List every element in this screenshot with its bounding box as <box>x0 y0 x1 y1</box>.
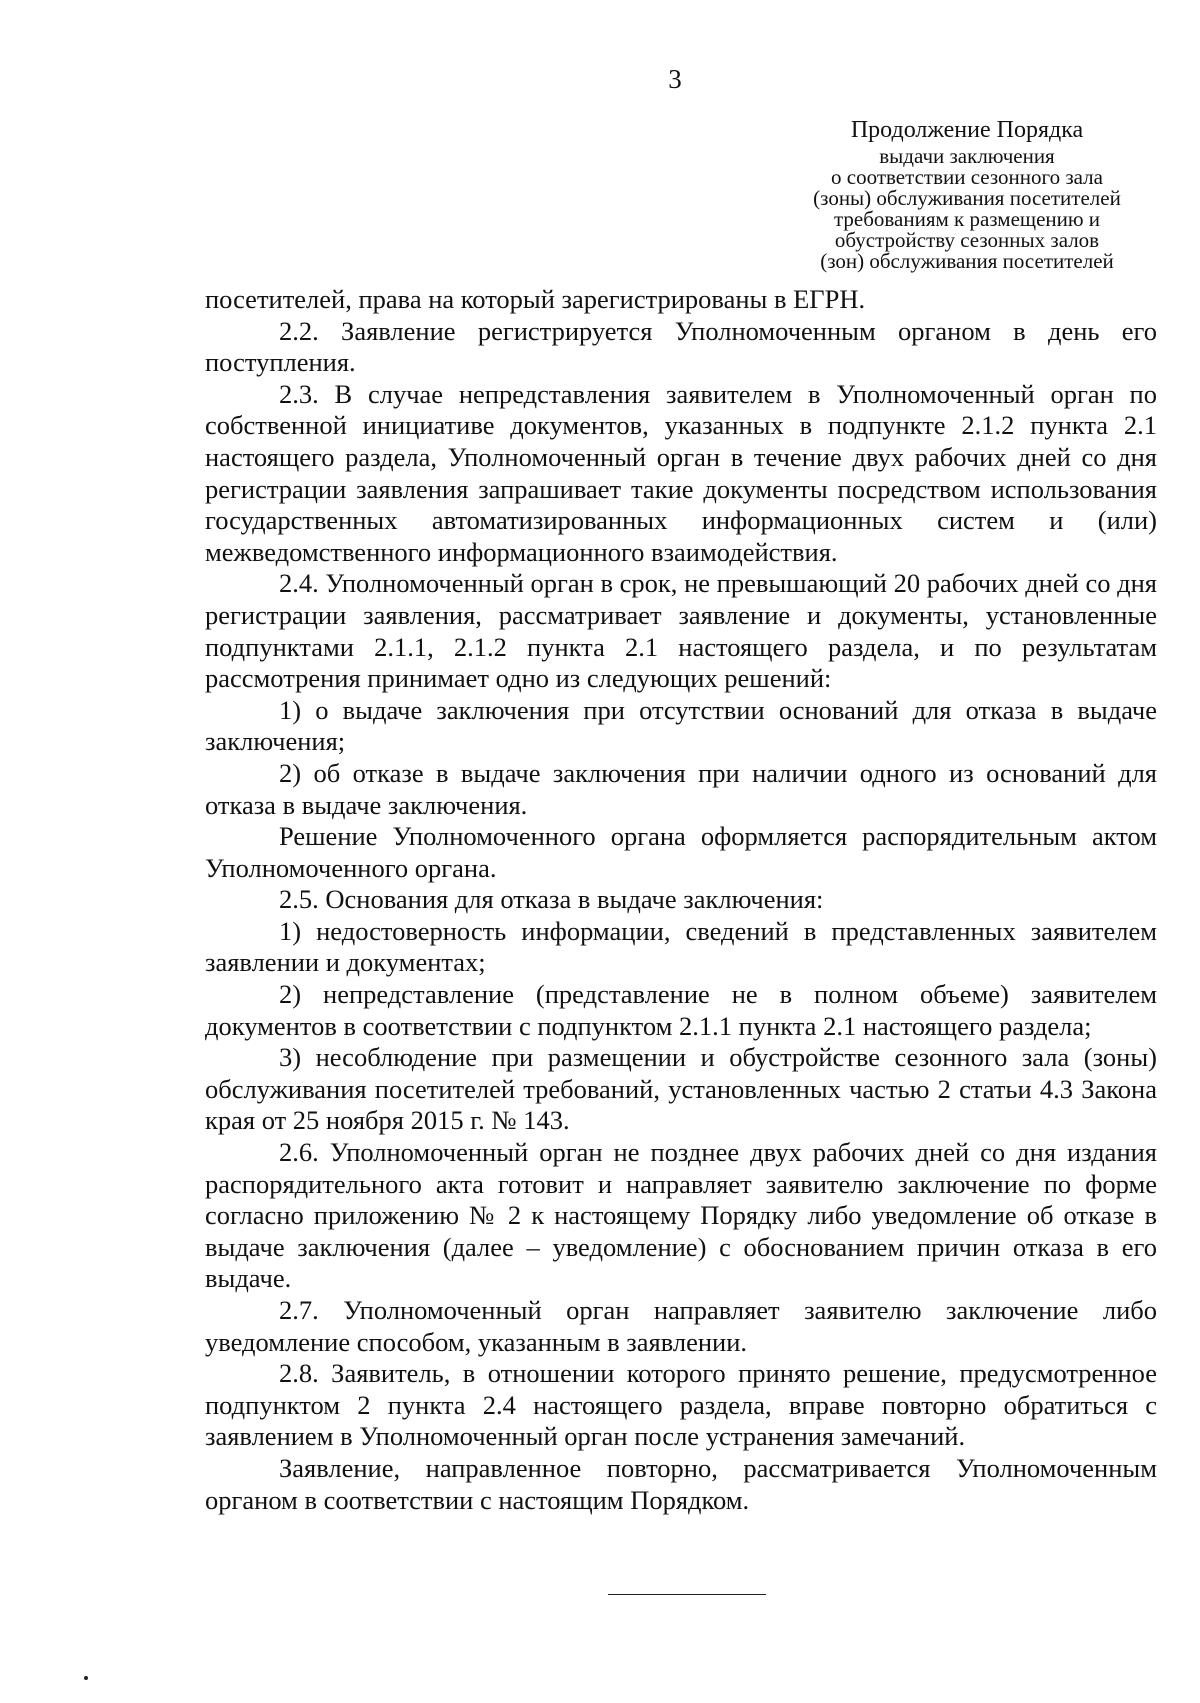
scan-speck <box>84 1676 88 1680</box>
paragraph-2-6: 2.6. Уполномоченный орган не позднее двух рабочих дней со дня издания распорядительного акта готовит и направляет заявителю заключение по форме согласно приложению № 2 к настоящему Порядку либо уведомление об отказе в выдаче заключения (далее – уведомление) с обоснованием причин отказа в его выдаче. <box>205 1137 1157 1294</box>
paragraph-2-4-item-2: 2) об отказе в выдаче заключения при наличии одного из оснований для отказа в выдаче заключения. <box>205 757 1157 820</box>
paragraph-2-5-item-3: 3) несоблюдение при размещении и обустройстве сезонного зала (зоны) обслуживания посетителей требований, установленных частью 2 статьи 4.3 Закона края от 25 ноября 2015 г. № 143. <box>205 1042 1157 1136</box>
paragraph-repeat-application: Заявление, направленное повторно, рассматривается Уполномоченным органом в соответствии с настоящим Порядком. <box>205 1452 1157 1515</box>
page-number: 3 <box>668 64 682 94</box>
header-line-4: (зоны) обслуживания посетителей <box>813 186 1121 210</box>
paragraph-2-4-item-1: 1) о выдаче заключения при отсутствии оснований для отказа в выдаче заключения; <box>205 694 1157 757</box>
header-line-3: о соответствии сезонного зала <box>831 165 1103 189</box>
paragraph-2-5-item-2: 2) непредставление (представление не в полном объеме) заявителем документов в соответствии с подпунктом 2.1.1 пункта 2.1 настоящего раздела; <box>205 979 1157 1041</box>
paragraph-2-5: 2.5. Основания для отказа в выдаче заключения: <box>279 884 824 915</box>
paragraph-2-8: 2.8. Заявитель, в отношении которого принято решение, предусмотренное подпунктом 2 пункта 2.4 настоящего раздела, вправе повторно обратиться с заявлением в Уполномоченный орган после устранения замечаний. <box>205 1358 1157 1452</box>
header-line-1: Продолжение Порядка <box>850 117 1084 143</box>
header-line-7: (зон) обслуживания посетителей <box>820 249 1114 273</box>
header-line-6: обустройству сезонных залов <box>834 228 1100 252</box>
paragraph-2-5-item-1: 1) недостоверность информации, сведений в представленных заявителем заявлении и документах; <box>205 915 1157 978</box>
paragraph-2-2: 2.2. Заявление регистрируется Уполномоченным органом в день его поступления. <box>205 315 1157 378</box>
paragraph-2-7: 2.7. Уполномоченный орган направляет заявителю заключение либо уведомление способом, указанным в заявлении. <box>205 1295 1157 1357</box>
document-body <box>205 284 1157 1516</box>
paragraph-2-4: 2.4. Уполномоченный орган в срок, не превышающий 20 рабочих дней со дня регистрации заявления, рассматривает заявление и документы, установленные подпунктами 2.1.1, 2.1.2 пункта 2.1 настоящего раздела, и по результатам рассмотрения принимает одно из следующих решений: <box>205 568 1157 694</box>
paragraph-decision: Решение Уполномоченного органа оформляется распорядительным актом Уполномоченного органа. <box>205 821 1157 883</box>
paragraph-2-3: 2.3. В случае непредставления заявителем в Уполномоченный орган по собственной инициативе документов, указанных в подпункте 2.1.2 пункта 2.1 настоящего раздела, Уполномоченный орган в течение двух рабочих дней со дня регистрации заявления запрашивает такие документы посредством использования государственных автоматизированных информационных систем и (или) межведомственного информационного взаимодействия. <box>205 378 1157 567</box>
header-line-2: выдачи заключения <box>879 144 1055 168</box>
closing-divider <box>608 1594 766 1595</box>
header-line-5: требованиям к размещению и <box>833 207 1101 231</box>
continuation-header <box>782 116 1152 272</box>
paragraph-continuation: посетителей, права на который зарегистрированы в ЕГРН. <box>205 284 866 314</box>
